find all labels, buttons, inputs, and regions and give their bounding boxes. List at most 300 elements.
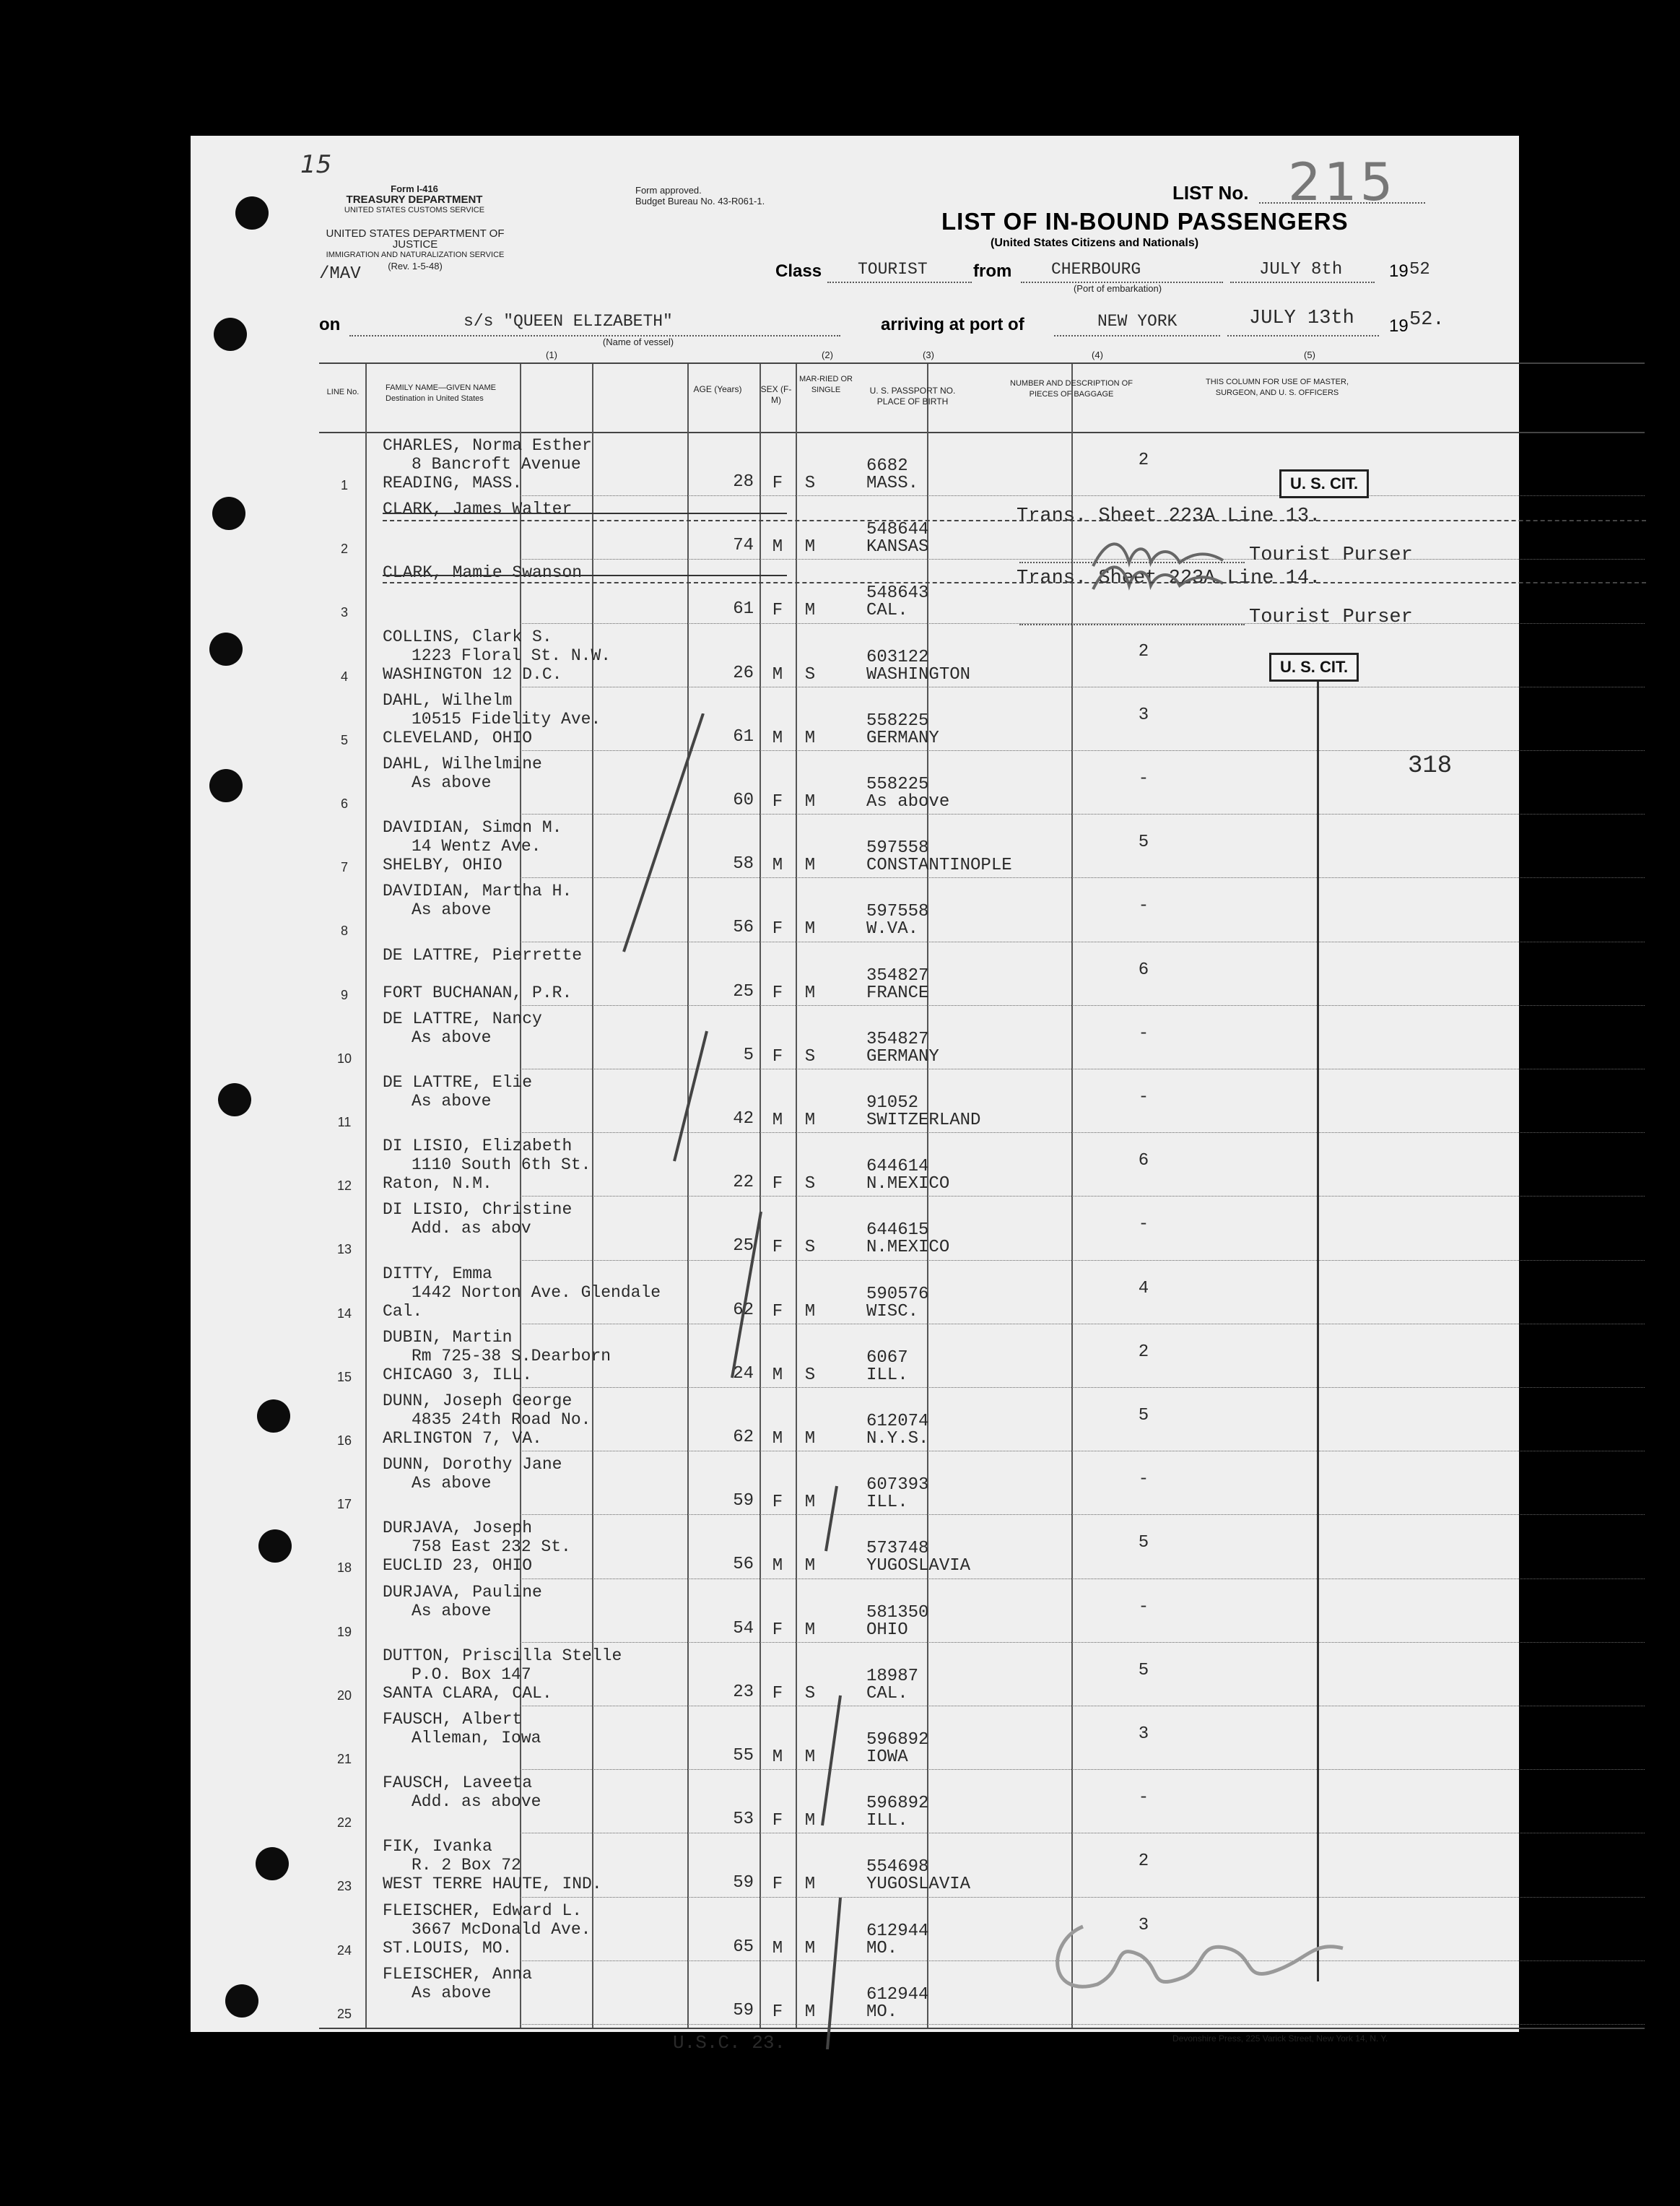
birthplace: CAL. [866,1683,908,1703]
address-line: 8 Bancroft Avenue [412,455,581,474]
handwritten-mav: /MAV [319,264,361,284]
col-header-officers: THIS COLUMN FOR USE OF MASTER, SURGEON, AND U. S. OFFICERS [1205,378,1349,397]
passport-number: 644615 [866,1220,929,1241]
passport-number: 603122 [866,647,929,667]
birthplace: GERMANY [866,728,939,748]
line-number: 21 [336,1752,352,1766]
column-marker-5: (5) [1304,349,1315,360]
punch-hole [212,497,245,530]
passenger-name: DURJAVA, Joseph [383,1519,533,1538]
year-prefix-arrive: 19 [1389,316,1409,336]
marital-value: M [804,1938,816,1958]
baggage-count: 5 [1138,1533,1149,1553]
marital-value: M [804,1556,816,1576]
line-number: 19 [336,1624,352,1639]
passport-number: 597558 [866,902,929,922]
passenger-name: DUNN, Dorothy Jane [383,1455,562,1475]
address-line: 4835 24th Road No. [412,1410,591,1429]
city-line: EUCLID 23, OHIO [383,1556,533,1576]
strike-row-3 [383,575,787,576]
address-line: As above [412,1983,492,2002]
baggage-count: 3 [1138,1915,1149,1935]
punch-hole [218,1083,251,1116]
birthplace: WISC. [866,1301,919,1321]
marital-value: M [804,1875,816,1895]
from-value: CHERBOURG [1051,260,1141,279]
address-line: As above [412,1028,492,1047]
marital-value: S [804,1365,816,1385]
manifest-subtitle: (United States Citizens and Nationals) [991,237,1199,249]
age-value: 59 [733,2000,754,2020]
baggage-count: - [1138,1469,1149,1490]
marital-value: M [804,601,816,621]
punch-hole [225,1984,258,2018]
birthplace: MO. [866,1938,898,1958]
customs-service: UNITED STATES CUSTOMS SERVICE [344,206,485,214]
sex-value: F [772,1301,783,1321]
list-number: 215 [1288,152,1396,212]
passenger-name: FAUSCH, Laveeta [383,1773,533,1793]
from-label: from [973,261,1012,281]
col-header-married: MAR-RIED OR SINGLE [799,375,853,394]
marital-value: S [804,1046,816,1067]
baggage-count: 3 [1138,1724,1149,1744]
form-id: Form I-416 [391,183,438,194]
column-marker-3: (3) [923,349,934,360]
passport-number: 554698 [866,1857,929,1877]
age-value: 42 [733,1109,754,1129]
baggage-count: - [1138,1087,1149,1107]
city-line: SHELBY, OHIO [383,856,502,875]
marital-value: M [804,856,816,876]
sex-value: F [772,1046,783,1067]
punch-hole [258,1529,292,1563]
line-number: 4 [340,669,348,684]
line-number: 20 [336,1688,352,1703]
budget-bureau: Budget Bureau No. 43-R061-1. [635,196,765,207]
city-line: SANTA CLARA, CAL. [383,1683,552,1703]
passport-number: 18987 [866,1666,919,1686]
vessel-name: s/s "QUEEN ELIZABETH" [463,312,673,331]
passport-number: 644614 [866,1157,929,1177]
age-value: 61 [733,599,754,620]
year-prefix-from: 19 [1389,261,1409,281]
passenger-name: DITTY, Emma [383,1264,492,1283]
passenger-name: DI LISIO, Elizabeth [383,1137,573,1156]
marital-value: S [804,474,816,493]
revision: (Rev. 1-5-48) [388,261,443,272]
printer-credit: Devonshire Press, 225 Varick Street, New York 14, N. Y. [1172,2033,1388,2044]
line-number: 25 [336,2006,352,2021]
marital-value: M [804,728,816,748]
col-header-age: AGE (Years) [693,384,742,394]
line-number: 6 [340,796,348,811]
marital-value: M [804,792,816,812]
line-number: 5 [340,732,348,747]
sex-value: M [772,1747,783,1767]
list-number-label: LIST No. [1172,182,1249,204]
line-number: 15 [336,1369,352,1384]
sex-value: F [772,1875,783,1895]
age-value: 5 [743,1045,754,1065]
passenger-name: DE LATTRE, Elie [383,1073,533,1092]
birthplace: N.MEXICO [866,1174,950,1194]
passport-number: 612074 [866,1412,929,1431]
line-number: 2 [340,542,348,557]
birthplace: As above [866,792,950,812]
officer-signature [1040,1898,1357,2013]
age-value: 24 [733,1363,754,1384]
sex-value: M [772,1938,783,1958]
city-line: FORT BUCHANAN, P.R. [383,983,573,1002]
line-number: 14 [336,1306,352,1321]
address-line: 1223 Floral St. N.W. [412,646,611,665]
address-line: 1110 South 6th St. [412,1155,591,1175]
birthplace: GERMANY [866,1046,939,1067]
line-number: 11 [337,1115,352,1129]
city-line: WEST TERRE HAUTE, IND. [383,1875,602,1894]
line-number: 24 [336,1942,352,1958]
handwritten-15: 15 [300,150,332,179]
age-value: 62 [733,1428,754,1447]
check-marks [595,713,956,2057]
birthplace: ILL. [866,1365,908,1385]
line-number: 23 [336,1879,352,1894]
birthplace: MO. [866,2002,898,2022]
marital-value: S [804,1683,816,1703]
col-header-line: LINE No. [326,388,360,396]
sex-value: M [772,856,783,876]
passenger-name: FLEISCHER, Edward L. [383,1901,583,1920]
baggage-count: - [1138,1215,1149,1235]
baggage-count: 5 [1138,1406,1149,1425]
arrival-port: NEW YORK [1097,312,1178,331]
baggage-count: 6 [1138,960,1149,980]
col-header-baggage: NUMBER AND DESCRIPTION OF PIECES OF BAGGAGE [1010,379,1133,399]
line-number: 16 [336,1433,352,1448]
sex-value: F [772,1493,783,1513]
birthplace: ILL. [866,1493,908,1513]
class-value: TOURIST [858,260,928,279]
passport-number: 573748 [866,1539,929,1559]
punch-hole [209,769,243,802]
us-cit-stamp-2: U. S. CIT. [1269,653,1359,682]
marital-value: M [804,983,816,1003]
baggage-count: 2 [1138,1851,1149,1872]
sex-value: F [772,983,783,1003]
passport-number: 6682 [866,456,908,476]
usc-total: U.S.C. 23. [673,2032,786,2054]
baggage-count: - [1138,1597,1149,1617]
punch-hole [235,196,269,230]
birthplace: YUGOSLAVIA [866,1556,971,1576]
line-number: 3 [340,605,348,620]
baggage-count: 5 [1138,833,1149,853]
address-line: P.O. Box 147 [412,1664,531,1684]
column-marker-4: (4) [1092,349,1103,360]
arriving-label: arriving at port of [881,315,1024,334]
passport-number: 607393 [866,1475,929,1495]
birthplace: N.Y.S. [866,1429,929,1449]
line-number: 10 [336,1051,352,1066]
age-value: 59 [733,1873,754,1893]
passenger-name: FIK, Ivanka [383,1837,492,1857]
marital-value: S [804,1238,816,1258]
baggage-count: 5 [1138,1660,1149,1680]
line-number: 22 [336,1815,352,1831]
marital-value: M [804,1493,816,1513]
baggage-count: 3 [1138,705,1149,725]
form-approved: Form approved. [635,185,702,196]
baggage-count: - [1138,896,1149,916]
age-value: 65 [733,1937,754,1957]
age-value: 28 [733,472,754,492]
embarkation-note: (Port of embarkation) [1073,283,1162,294]
age-value: 59 [733,1491,754,1511]
on-label: on [319,315,341,334]
port-line [1054,335,1220,336]
age-value: 74 [733,536,754,556]
marital-value: M [804,2002,816,2022]
year-from: 52 [1409,260,1430,279]
baggage-count: - [1138,1788,1149,1808]
passenger-name: DI LISIO, Christine [383,1200,573,1220]
col-header-sex: SEX (F-M) [760,384,792,405]
baggage-count: - [1138,769,1149,789]
passenger-name: DAVIDIAN, Simon M. [383,818,562,838]
line-number: 9 [340,987,348,1002]
birthplace: CONSTANTINOPLE [866,856,1012,876]
col-header-name: FAMILY NAME—GIVEN NAME Destination in United States [386,383,497,403]
address-line: 3667 McDonald Ave. [412,1919,591,1939]
address-line: 14 Wentz Ave. [412,837,541,856]
age-value: 56 [733,1555,754,1575]
sex-value: M [772,1556,783,1576]
table-header-rule [319,432,1645,433]
age-value: 25 [733,1236,754,1256]
address-line: 1442 Norton Ave. Glendale [412,1282,661,1302]
passport-number: 354827 [866,1029,929,1049]
marital-value: S [804,664,816,685]
passport-number: 590576 [866,1284,929,1304]
age-value: 58 [733,854,754,874]
city-line: Cal. [383,1301,423,1321]
line-number: 13 [336,1242,352,1257]
baggage-count: 6 [1138,1151,1149,1171]
age-value: 53 [733,1810,754,1830]
punch-hole [214,318,247,351]
address-line: Alleman, Iowa [412,1729,541,1747]
passport-number: 6067 [866,1347,908,1368]
column-marker-1: (1) [546,349,557,360]
passport-number: 548644 [866,520,929,540]
marital-value: M [804,1620,816,1640]
col-rule-line [365,364,367,2028]
age-value: 22 [733,1173,754,1193]
line-number: 7 [340,860,348,875]
address-line: Add. as abov [412,1219,531,1238]
passenger-name: FAUSCH, Albert [383,1710,523,1729]
passenger-name: DUBIN, Martin [383,1327,513,1347]
justice-block [318,228,513,272]
passport-number: 612944 [866,1984,929,2005]
birthplace: ILL. [866,1811,908,1831]
city-line: WASHINGTON 12 D.C. [383,664,562,684]
birthplace: YUGOSLAVIA [866,1875,971,1895]
marital-value: M [804,919,816,939]
passenger-name: DAHL, Wilhelm [383,690,513,710]
treasury-block [342,183,487,216]
baggage-count: 2 [1138,1342,1149,1362]
baggage-count: 2 [1138,641,1149,661]
arrival-year: 52. [1409,309,1445,331]
sex-value: F [772,2002,783,2022]
sex-value: F [772,792,783,812]
address-line: As above [412,1474,492,1493]
line-number: 17 [336,1497,352,1512]
purser-line-3 [1019,624,1245,625]
treasury-dept: TREASURY DEPARTMENT [346,194,483,206]
age-value: 61 [733,726,754,747]
sex-value: M [772,1429,783,1449]
marital-value: M [804,1811,816,1831]
birthplace: MASS. [866,474,919,493]
justice-dept: UNITED STATES DEPARTMENT OF JUSTICE [326,227,505,251]
sex-value: F [772,474,783,493]
officer-bracket-line [1317,682,1319,1981]
line-number: 18 [336,1560,352,1576]
birthplace: N.MEXICO [866,1238,950,1258]
age-value: 23 [733,1682,754,1702]
address-line: As above [412,773,492,792]
passport-number: 597558 [866,838,929,859]
passenger-name: DURJAVA, Pauline [383,1582,542,1602]
passenger-name: DE LATTRE, Pierrette [383,945,583,965]
sex-value: M [772,728,783,748]
passport-number: 581350 [866,1602,929,1623]
birthplace: WASHINGTON [866,664,971,685]
address-line: 758 East 232 St. [412,1537,571,1557]
birthplace: KANSAS [866,537,929,557]
approval-block [635,185,837,207]
passenger-manifest-page [191,136,1519,2054]
column-marker-2: (2) [822,349,833,360]
class-label: Class [775,261,822,281]
city-line: ST.LOUIS, MO. [383,1938,513,1958]
passenger-name: DE LATTRE, Nancy [383,1009,542,1028]
address-line: Add. as above [412,1792,541,1812]
dashed-rule-row-2 [383,520,1646,521]
sex-value: M [772,1111,783,1130]
address-line: As above [412,1601,492,1620]
sex-value: M [772,664,783,685]
sex-value: F [772,1811,783,1831]
age-value: 62 [733,1300,754,1320]
passenger-name: CHARLES, Norma Esther [383,436,592,455]
sex-value: F [772,1238,783,1258]
arrival-date: JULY 13th [1249,308,1354,329]
sex-value: F [772,919,783,939]
marital-value: M [804,1747,816,1767]
date-from-line [1230,282,1375,283]
passport-number: 354827 [866,965,929,986]
date-from: JULY 8th [1259,260,1343,279]
trans-sheet-note-line-3: Trans. Sheet 223A Line 14. [1017,568,1321,589]
dashed-rule-row-3 [383,582,1646,583]
birthplace: W.VA. [866,919,919,939]
marital-value: M [804,1301,816,1321]
birthplace: SWITZERLAND [866,1111,981,1130]
passenger-name: DUNN, Joseph George [383,1391,573,1410]
city-line: Raton, N.M. [383,1174,492,1194]
passenger-name: COLLINS, Clark S. [383,627,552,646]
birthplace: FRANCE [866,983,929,1003]
trans-sheet-note-line-2: Trans. Sheet 223A Line 13. [1017,505,1321,527]
col-header-passport: U. S. PASSPORT NO. PLACE OF BIRTH [869,386,956,407]
baggage-count: 2 [1138,451,1149,470]
line-number: 1 [340,478,348,492]
age-value: 25 [733,981,754,1002]
age-value: 56 [733,918,754,938]
age-value: 55 [733,1746,754,1766]
baggage-count: - [1138,1023,1149,1043]
city-line: CHICAGO 3, ILL. [383,1365,533,1384]
passport-number: 91052 [866,1093,919,1113]
sex-value: M [772,1365,783,1385]
address-line: 10515 Fidelity Ave. [412,709,601,729]
ins-service: IMMIGRATION AND NATURALIZATION SERVICE [326,251,505,259]
punch-hole [209,633,243,666]
passport-number: 548643 [866,583,929,604]
birthplace: IOWA [866,1747,908,1767]
date-arrive-line [1227,335,1379,336]
marital-value: M [804,1111,816,1130]
address-line: Rm 725-38 S.Dearborn [412,1346,611,1365]
class-line [827,282,972,283]
strike-row-2 [383,513,787,514]
passenger-name: FLEISCHER, Anna [383,1964,533,1984]
marital-value: M [804,537,816,557]
city-line: READING, MASS. [383,474,523,492]
sex-value: F [772,1620,783,1640]
sex-value: F [772,601,783,621]
row-divider [520,495,1645,496]
passenger-name: DUTTON, Priscilla Stelle [383,1646,622,1665]
passenger-name: CLARK, James Walter [383,500,573,519]
age-value: 60 [733,791,754,810]
city-line: CLEVELAND, OHIO [383,728,533,747]
sex-value: M [772,537,783,557]
age-value: 26 [733,663,754,683]
vessel-note: (Name of vessel) [602,336,674,347]
purser-signature [1079,523,1237,624]
passenger-name: DAVIDIAN, Martha H. [383,882,573,901]
purser-note-line-2: Tourist Purser [1249,544,1413,566]
sex-value: F [772,1683,783,1703]
line-number: 8 [340,924,348,939]
marital-value: S [804,1174,816,1194]
baggage-count: 4 [1138,1278,1149,1298]
city-line: ARLINGTON 7, VA. [383,1429,542,1448]
birthplace: CAL. [866,601,908,621]
punch-hole [256,1847,289,1880]
punch-hole [257,1399,290,1433]
sex-value: F [772,1174,783,1194]
us-cit-stamp-1: U. S. CIT. [1279,469,1369,498]
passport-number: 612944 [866,1921,929,1941]
passenger-name: CLARK, Mamie Swanson [383,563,583,583]
address-line: As above [412,1092,492,1111]
